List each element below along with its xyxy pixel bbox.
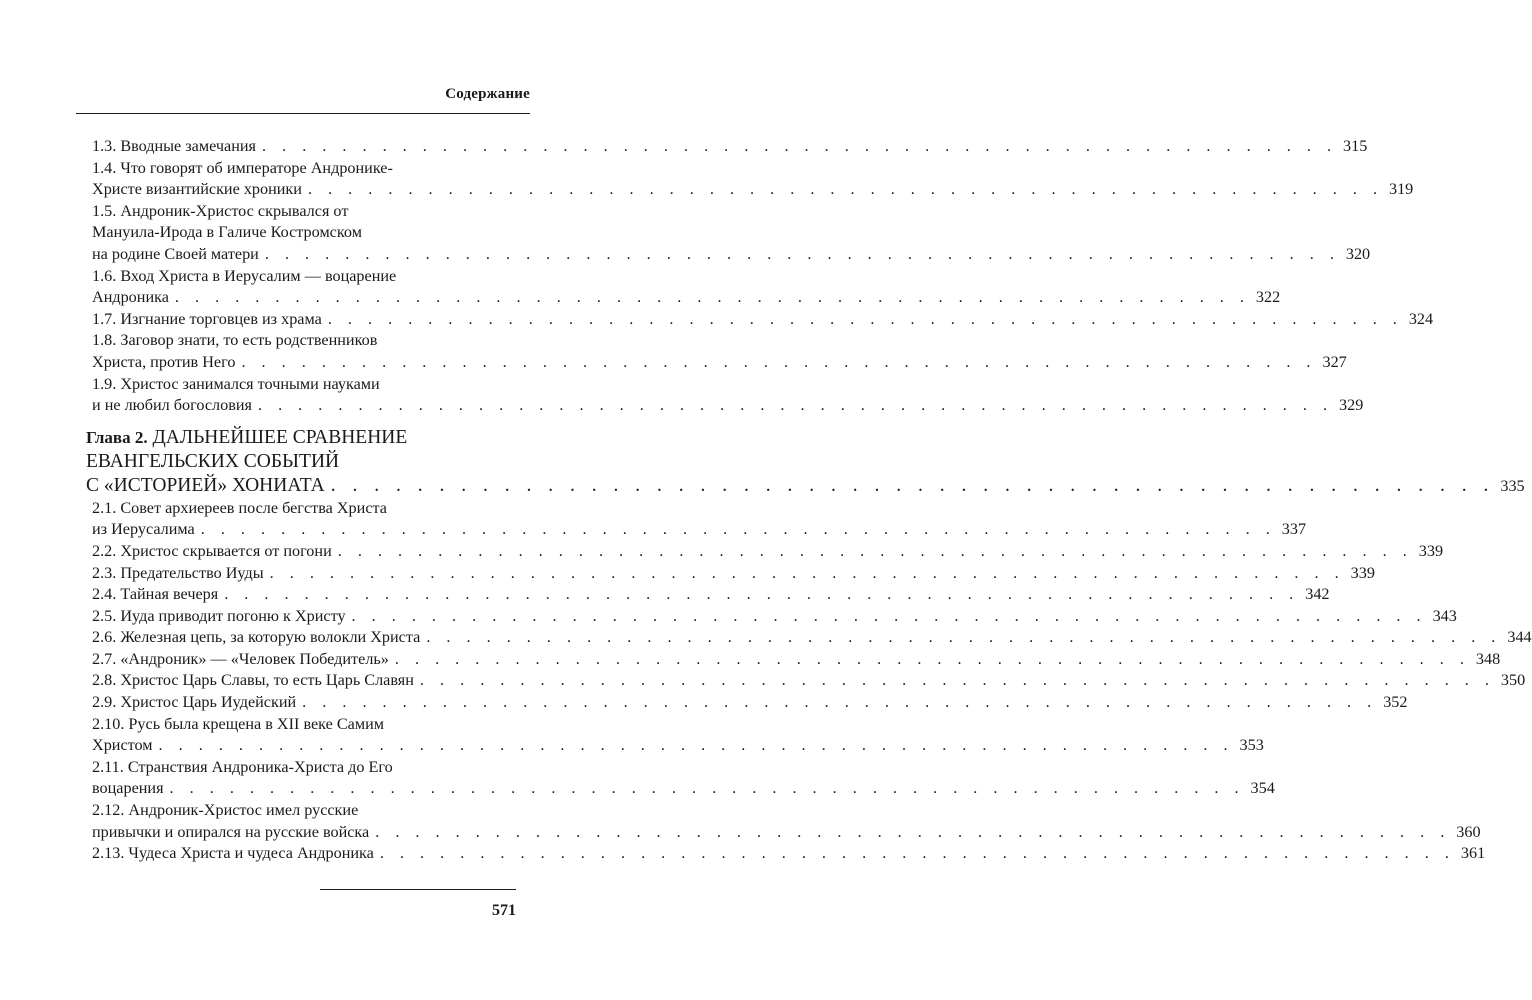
toc-line: [86, 474, 1525, 498]
toc-line: [86, 627, 1532, 649]
toc-line: [86, 778, 1275, 800]
chapter-title-line: ЕВАНГЕЛЬСКИХ СОБЫТИЙ: [86, 450, 340, 472]
dot-leader: . . . . . . . . . . . . . . . . . . . . . . . . . . . . . . . . . . . . . . . . . . . . . . . . . . . . . .: [327, 309, 1403, 328]
chapter-title-line: С «ИСТОРИЕЙ» ХОНИАТА: [86, 474, 325, 496]
toc-line: [86, 519, 1307, 541]
dot-leader: . . . . . . . . . . . . . . . . . . . . . . . . . . . . . . . . . . . . . . . . . . . . . . . . . . . . . .: [375, 822, 1451, 841]
entry-page-number: 350: [1500, 671, 1526, 690]
toc-line: [86, 714, 516, 736]
entry-page-number: 320: [1345, 244, 1371, 263]
dot-leader: . . . . . . . . . . . . . . . . . . . . . . . . . . . . . . . . . . . . . . . . . . . . . . . . . . . . . .: [257, 396, 1333, 415]
entry-title-line: 1.3. Вводные замечания: [92, 137, 256, 155]
toc-line: [86, 541, 1444, 563]
dot-leader: . . . . . . . . . . . . . . . . . . . . . . . . . . . . . . . . . . . . . . . . . . . . . . . . . . . . . .: [394, 649, 1470, 668]
toc-line: [86, 843, 1486, 865]
toc-line: [86, 606, 1457, 628]
dot-leader: . . . . . . . . . . . . . . . . . . . . . . . . . . . . . . . . . . . . . . . . . . . . . . . . . . . . . .: [269, 563, 1345, 582]
toc-line: [86, 735, 1264, 757]
dot-leader: . . . . . . . . . . . . . . . . . . . . . . . . . . . . . . . . . . . . . . . . . . . . . . . . . . . . . .: [379, 844, 1455, 863]
entry-title-line: 1.8. Заговор знати, то есть родственников: [92, 331, 378, 350]
entry-page-number: 327: [1322, 352, 1347, 371]
entry-title-line: привычки и опирался на русские войска: [92, 822, 370, 841]
entry-page-number: 339: [1350, 563, 1375, 582]
dot-leader: . . . . . . . . . . . . . . . . . . . . . . . . . . . . . . . . . . . . . . . . . . . . . . . . . . . . . .: [169, 779, 1245, 798]
toc-entry: [86, 692, 1408, 714]
entry-page-number: 348: [1475, 649, 1501, 668]
toc-line: [86, 395, 1364, 417]
entry-page-number: 315: [1343, 137, 1368, 155]
entry-page-number: 337: [1281, 520, 1307, 539]
toc-line: [86, 179, 1414, 201]
toc-entry: [86, 649, 1501, 671]
running-header: Содержание: [445, 86, 530, 102]
toc-entry: [86, 584, 1330, 606]
entry-title-line: 1.6. Вход Христа в Иерусалим — воцарение: [92, 266, 397, 285]
page-number: 571: [492, 902, 516, 919]
toc-entry: [86, 627, 1532, 649]
toc-line: [86, 158, 516, 180]
toc-line: [86, 222, 516, 244]
toc-line: [86, 670, 1526, 692]
entry-page-number: 344: [1507, 628, 1532, 647]
entry-title-line: Христа, против Него: [92, 352, 236, 371]
entry-page-number: 324: [1408, 309, 1434, 328]
entry-title-line: 2.13. Чудеса Христа и чудеса Андроника: [92, 844, 374, 863]
entry-title-line: 1.5. Андроник-Христос скрывался от: [92, 201, 349, 220]
chapter-title-line: ДАЛЬНЕЙШЕЕ СРАВНЕНИЕ: [152, 426, 408, 448]
toc-line: [86, 450, 516, 474]
toc-line: [86, 692, 1408, 714]
entry-title-line: 2.5. Иуда приводит погоню к Христу: [92, 606, 346, 625]
chapter-label: Глава 2.: [86, 427, 148, 447]
toc-line: [86, 244, 1371, 266]
entry-title-line: Христе византийские хроники: [92, 180, 302, 199]
entry-page-number: 319: [1388, 180, 1414, 199]
entry-page-number: 335: [1500, 476, 1525, 495]
entry-page-number: 343: [1432, 606, 1457, 625]
toc-entry: [86, 843, 1486, 865]
chapter-entry: [86, 426, 1525, 498]
toc-line: [86, 287, 1281, 309]
toc-line: [86, 800, 516, 822]
toc-line: [86, 309, 1434, 331]
entry-title-line: 1.4. Что говорят об императоре Андронике-: [92, 158, 393, 177]
entry-title-line: 2.3. Предательство Иуды: [92, 563, 264, 582]
dot-leader: . . . . . . . . . . . . . . . . . . . . . . . . . . . . . . . . . . . . . . . . . . . . . . . . . . . . . .: [158, 736, 1234, 755]
dot-leader: . . . . . . . . . . . . . . . . . . . . . . . . . . . . . . . . . . . . . . . . . . . . . . . . . . . . . .: [419, 671, 1495, 690]
toc-entry: [86, 606, 1457, 628]
entry-title-line: воцарения: [92, 779, 164, 798]
entry-title-line: 1.9. Христос занимался точными науками: [92, 374, 380, 393]
toc-line: [86, 649, 1501, 671]
entry-title-line: 2.9. Христос Царь Иудейский: [92, 693, 297, 712]
entry-page-number: 339: [1418, 541, 1444, 560]
entry-title-line: 2.10. Русь была крещена в XII веке Самим: [92, 714, 385, 733]
entry-title-line: 2.11. Странствия Андроника-Христа до Его: [92, 757, 393, 776]
toc-entry: [86, 800, 1481, 843]
toc-line: [86, 374, 516, 396]
dot-leader: . . . . . . . . . . . . . . . . . . . . . . . . . . . . . . . . . . . . . . . . . . . . . . . . . . . . . .: [337, 541, 1413, 560]
entry-title-line: на родине Своей матери: [92, 244, 259, 263]
entry-page-number: 354: [1250, 779, 1275, 798]
dot-leader: . . . . . . . . . . . . . . . . . . . . . . . . . . . . . . . . . . . . . . . . . . . . . . . . . . . . . .: [264, 244, 1340, 263]
toc-entry: [86, 374, 1364, 417]
toc-entry: [86, 670, 1526, 692]
dot-leader: . . . . . . . . . . . . . . . . . . . . . . . . . . . . . . . . . . . . . . . . . . . . . . . . . . . . . .: [224, 585, 1300, 604]
entry-title-line: 2.1. Совет архиереев после бегства Христа: [92, 498, 387, 517]
toc-entry: [86, 309, 1434, 331]
toc-entry: [86, 757, 1275, 800]
entry-title-line: 2.7. «Андроник» — «Человек Победитель»: [92, 649, 389, 668]
entry-title-line: 2.12. Андроник-Христос имел русские: [92, 801, 359, 820]
dot-leader: . . . . . . . . . . . . . . . . . . . . . . . . . . . . . . . . . . . . . . . . . . . . . . . . . . . . . .: [351, 606, 1427, 625]
entry-title-line: 2.2. Христос скрывается от погони: [92, 541, 332, 560]
entry-title-line: Мануила-Ирода в Галиче Костромском: [92, 223, 362, 242]
entry-page-number: 360: [1456, 822, 1481, 841]
entry-page-number: 353: [1239, 736, 1264, 755]
dot-leader: . . . . . . . . . . . . . . . . . . . . . . . . . . . . . . . . . . . . . . . . . . . . . . . . . . . . . .: [262, 137, 1338, 155]
toc-entry: [86, 541, 1444, 563]
toc-line: [86, 426, 516, 450]
toc-line: [86, 584, 1330, 606]
dot-leader: . . . . . . . . . . . . . . . . . . . . . . . . . . . . . . . . . . . . . . . . . . . . . . . . . . . . . .: [302, 693, 1378, 712]
toc-entry: [86, 136, 1368, 158]
toc-line: [86, 352, 1347, 374]
toc-line: [86, 136, 1368, 158]
entry-page-number: 352: [1383, 693, 1408, 712]
toc-entry: [86, 330, 1347, 373]
dot-leader: . . . . . . . . . . . . . . . . . . . . . . . . . . . . . . . . . . . . . . . . . . . . . . . . . . . . . .: [200, 520, 1276, 539]
table-of-contents: [86, 136, 1532, 865]
entry-title-line: и не любил богословия: [92, 396, 252, 415]
footer-rule: [320, 889, 516, 890]
entry-title-line: 2.4. Тайная вечеря: [92, 585, 219, 604]
entry-title-line: Андроника: [92, 288, 169, 307]
entry-title-line: Христом: [92, 736, 153, 755]
entry-page-number: 342: [1305, 585, 1330, 604]
toc-line: [86, 822, 1481, 844]
entry-title-line: из Иерусалима: [92, 520, 195, 539]
toc-line: [86, 201, 516, 223]
toc-entry: [86, 266, 1281, 309]
entry-page-number: 322: [1255, 288, 1281, 307]
toc-entry: [86, 158, 1414, 201]
dot-leader: . . . . . . . . . . . . . . . . . . . . . . . . . . . . . . . . . . . . . . . . . . . . . . . . . . . . . .: [241, 352, 1317, 371]
toc-entry: [86, 714, 1264, 757]
toc-line: [86, 757, 516, 779]
entry-page-number: 329: [1339, 396, 1364, 415]
toc-entry: [86, 498, 1307, 541]
dot-leader: . . . . . . . . . . . . . . . . . . . . . . . . . . . . . . . . . . . . . . . . . . . . . . . . . . . . . .: [307, 180, 1383, 199]
entry-title-line: 2.8. Христос Царь Славы, то есть Царь Славян: [92, 671, 414, 690]
toc-line: [86, 266, 516, 288]
dot-leader: . . . . . . . . . . . . . . . . . . . . . . . . . . . . . . . . . . . . . . . . . . . . . . . . . . . . . .: [426, 628, 1502, 647]
dot-leader: . . . . . . . . . . . . . . . . . . . . . . . . . . . . . . . . . . . . . . . . . . . . . . . . . . . . . .: [174, 288, 1250, 307]
entry-page-number: 361: [1460, 844, 1486, 863]
toc-entry: [86, 201, 1371, 266]
toc-line: [86, 498, 516, 520]
toc-line: [86, 330, 516, 352]
toc-entry: [86, 563, 1375, 585]
entry-title-line: 1.7. Изгнание торговцев из храма: [92, 309, 322, 328]
header-rule: [76, 113, 530, 114]
entry-title-line: 2.6. Железная цепь, за которую волокли Христа: [92, 628, 421, 647]
dot-leader: . . . . . . . . . . . . . . . . . . . . . . . . . . . . . . . . . . . . . . . . . . . . . . . . . . . . . .: [330, 474, 1495, 496]
toc-line: [86, 563, 1375, 585]
